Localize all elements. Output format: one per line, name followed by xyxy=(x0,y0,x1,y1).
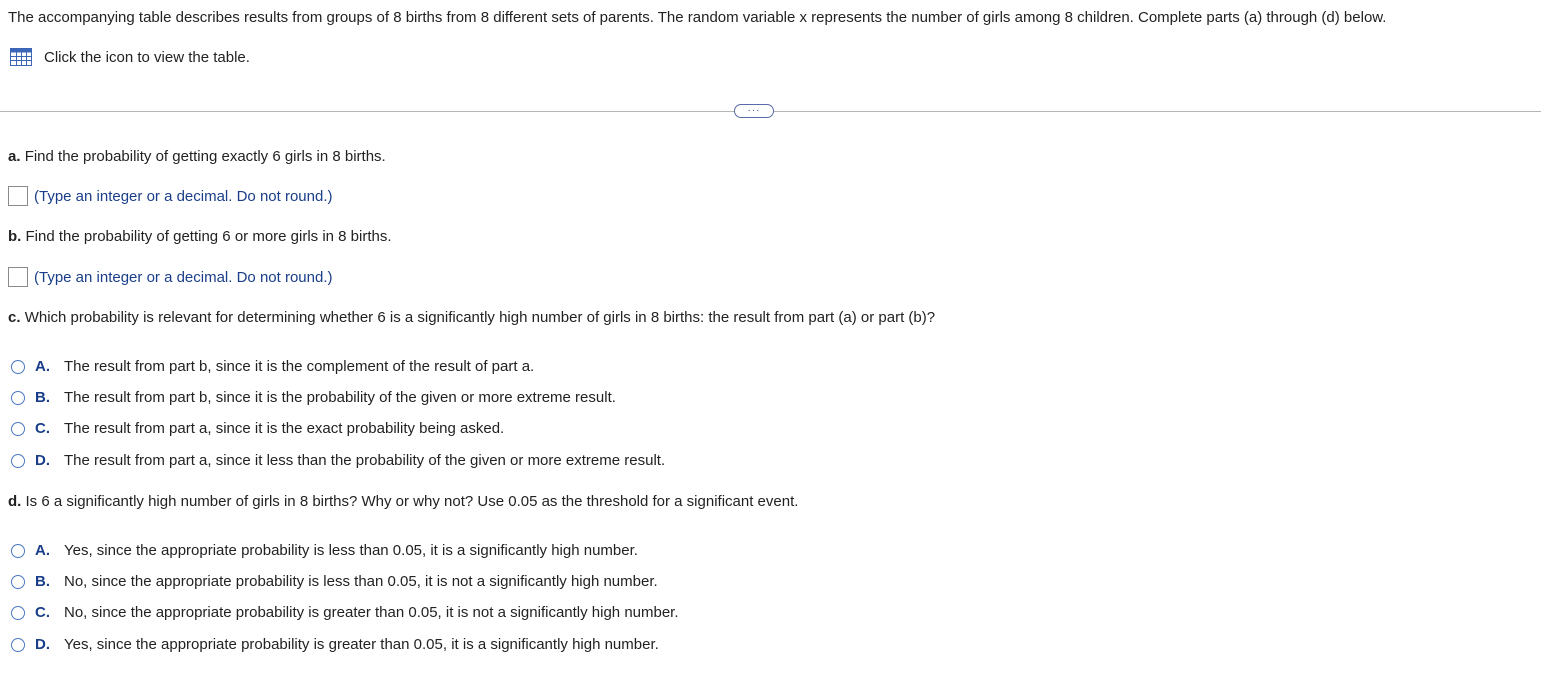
part-c-option-d[interactable] xyxy=(11,452,665,469)
part-c-question xyxy=(8,309,935,326)
radio-button[interactable] xyxy=(11,638,25,652)
part-d-question xyxy=(8,493,798,510)
part-c-text: Which probability is relevant for determining whether 6 is a significantly high number of girls in 8 births: the result from part (a) or part (b)? xyxy=(24,309,936,326)
part-b-answer-input[interactable] xyxy=(8,267,28,287)
part-d-label: d. xyxy=(8,493,22,510)
part-a-label: a. xyxy=(8,148,21,165)
part-d-option-d[interactable] xyxy=(11,636,659,653)
part-b-hint: (Type an integer or a decimal. Do not round.) xyxy=(34,268,333,286)
part-a-text: Find the probability of getting exactly 6 girls in 8 births. xyxy=(24,148,386,165)
option-letter: D. xyxy=(35,452,50,469)
part-d-option-c[interactable] xyxy=(11,604,679,621)
option-text[interactable]: Yes, since the appropriate probability is less than 0.05, it is a significantly high number. xyxy=(64,542,638,559)
part-c-option-b[interactable] xyxy=(11,389,616,406)
part-d-option-b[interactable] xyxy=(11,573,658,590)
radio-button[interactable] xyxy=(11,544,25,558)
part-c-option-a[interactable] xyxy=(11,358,534,375)
option-text[interactable]: The result from part b, since it is the complement of the result of part a. xyxy=(64,358,535,375)
view-table-label[interactable]: Click the icon to view the table. xyxy=(44,48,250,66)
table-grid-icon[interactable] xyxy=(10,48,32,66)
option-letter: B. xyxy=(35,573,50,590)
view-table-link[interactable] xyxy=(10,48,250,66)
radio-button[interactable] xyxy=(11,606,25,620)
part-d-text: Is 6 a significantly high number of girls in 8 births? Why or why not? Use 0.05 as the threshold for a significant event. xyxy=(25,493,799,510)
option-letter: C. xyxy=(35,420,50,437)
part-b-text: Find the probability of getting 6 or more girls in 8 births. xyxy=(25,228,392,245)
radio-button[interactable] xyxy=(11,454,25,468)
part-a-answer-input[interactable] xyxy=(8,186,28,206)
part-a-question xyxy=(8,148,386,165)
option-letter: D. xyxy=(35,636,50,653)
option-text[interactable]: The result from part a, since it less than the probability of the given or more extreme result. xyxy=(64,452,666,469)
radio-button[interactable] xyxy=(11,360,25,374)
intro-text: The accompanying table describes results from groups of 8 births from 8 different sets of parents. The random variable x represents the number of girls among 8 children. Complete parts (a) through (d) below. xyxy=(8,9,1387,26)
radio-button[interactable] xyxy=(11,391,25,405)
option-text[interactable]: No, since the appropriate probability is greater than 0.05, it is not a significantly high number. xyxy=(64,604,679,621)
part-a-hint: (Type an integer or a decimal. Do not round.) xyxy=(34,187,333,205)
part-a-answer-row xyxy=(8,186,333,206)
option-text[interactable]: No, since the appropriate probability is less than 0.05, it is not a significantly high number. xyxy=(64,573,658,590)
option-text[interactable]: The result from part b, since it is the probability of the given or more extreme result. xyxy=(64,389,616,406)
part-c-option-c[interactable] xyxy=(11,420,504,437)
option-letter: A. xyxy=(35,358,50,375)
option-letter: B. xyxy=(35,389,50,406)
part-b-question xyxy=(8,228,392,245)
part-c-label: c. xyxy=(8,309,21,326)
option-letter: A. xyxy=(35,542,50,559)
option-text[interactable]: Yes, since the appropriate probability is greater than 0.05, it is a significantly high number. xyxy=(64,636,659,653)
part-b-answer-row xyxy=(8,267,333,287)
radio-button[interactable] xyxy=(11,422,25,436)
option-text[interactable]: The result from part a, since it is the exact probability being asked. xyxy=(64,420,505,437)
more-button[interactable]: ··· xyxy=(734,104,774,118)
part-b-label: b. xyxy=(8,228,22,245)
part-d-option-a[interactable] xyxy=(11,542,638,559)
option-letter: C. xyxy=(35,604,50,621)
radio-button[interactable] xyxy=(11,575,25,589)
